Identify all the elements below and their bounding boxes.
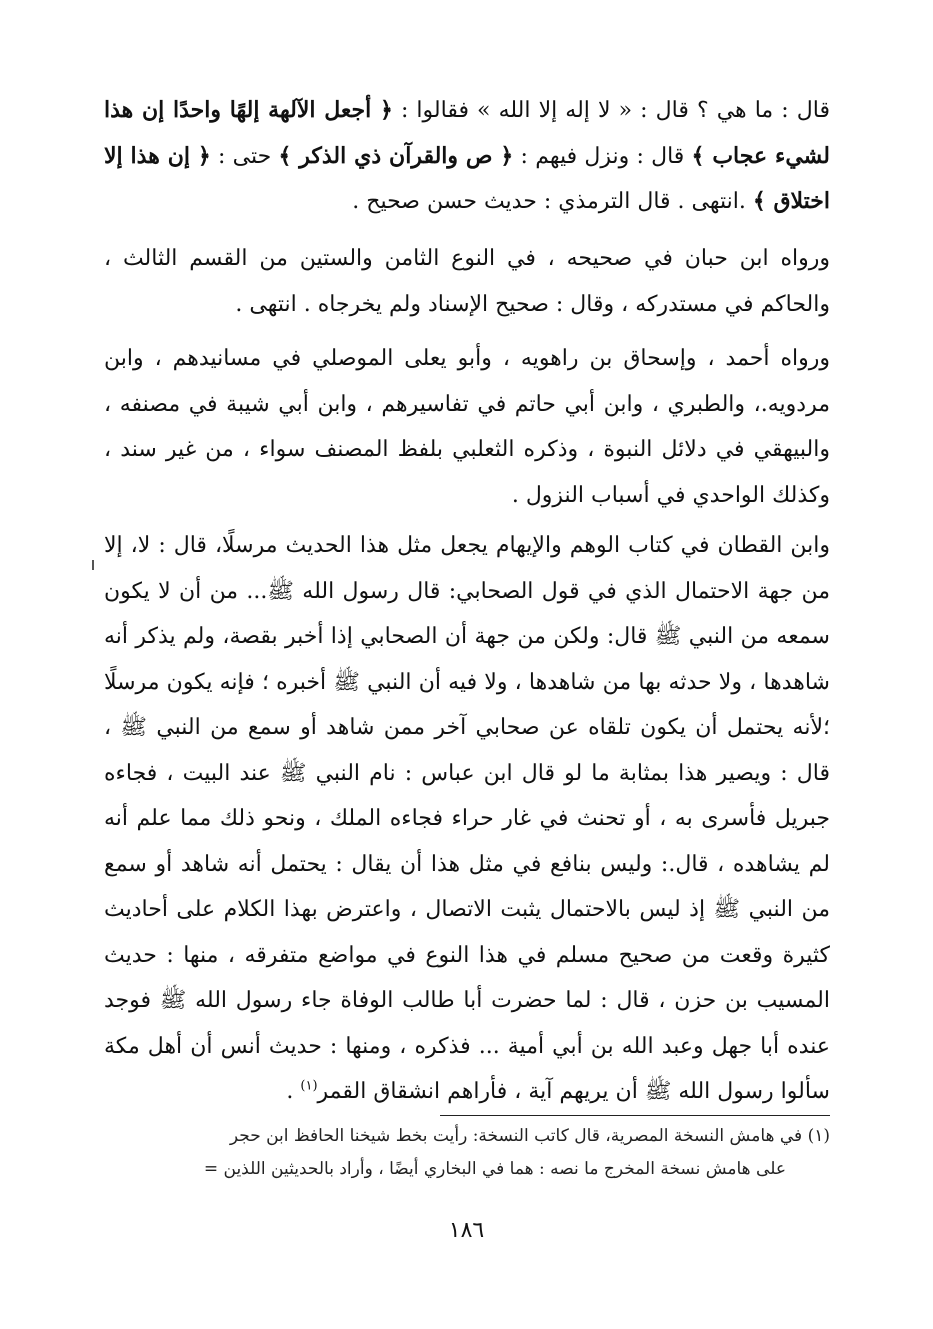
margin-mark	[92, 560, 94, 570]
page-number: ١٨٦	[448, 1218, 485, 1243]
paragraph-3	[104, 336, 830, 518]
p1-run-5: حتى :	[210, 143, 279, 169]
footnote-divider	[440, 1115, 830, 1116]
footnote-ref: (١)	[300, 1078, 318, 1094]
footnote-line-2: على هامش نسخة المخرج ما نصه : هما في البخاري أيضًا ، وأراد بالحديثين اللذين =	[203, 1159, 786, 1179]
paragraph-2	[104, 236, 830, 327]
p1-verse-3: ﴿ إن هذا إلا اختلاق ﴾	[104, 142, 830, 214]
p4-run-1: وابن القطان في كتاب الوهم والإيهام يجعل مثل هذا الحديث مرسلًا، قال : لا، إلا من جهة الاحتمال الذي في قول الصحابي: قال رسول الله ﷺ... من أن لا يكون سمعه من النبي ﷺ قال: ولكن من جهة أن الصحابي إذا أخبر بقصة، ولم يذكر أنه شاهدها ، ولا حدثه بها من شاهدها ، ولا فيه أن النبي ﷺ أخبره ؛ فإنه يكون مرسلًا ؛لأنه يحتمل أن يكون تلقاه عن صحابي آخر ممن شاهد أو سمع من النبي ﷺ ، قال : ويصير هذا بمثابة ما لو قال ابن عباس : نام النبي ﷺ عند البيت ، فجاءه جبريل فأسرى به ، أو تحنث في غار حراء فجاءه الملك ، ونحو ذلك مما علم أنه لم يشاهده ، قال.: وليس بنافع في مثل هذا أن يقال : يحتمل أنه شاهد أو سمع من النبي ﷺ إذ ليس بالاحتمال يثبت الاتصال ، واعترض بهذا الكلام على أحاديث كثيرة وقعت من صحيح مسلم في هذا النوع في مواضع متفرقه ، منها : حديث المسيب بن حزن ، قال : لما حضرت أبا طالب الوفاة جاء رسول الله ﷺ فوجد عنده أبا جهل وعبد الله بن أبي أمية ... فذكره ، ومنها : حديث أنس أن أهل مكة سألوا رسول الله ﷺ أن يريهم آية ، فأراهم انشقاق القمر	[104, 533, 830, 1104]
p1-verse-1: ﴿ أجعل الآلهة إلهًا واحدًا إن هذا لشيء عجاب ﴾	[104, 97, 830, 169]
p1-run-3: قال : ونزل فيهم :	[513, 143, 692, 169]
paragraph-4	[104, 523, 830, 1115]
footnote-line-1: (١) في هامش النسخة المصرية، قال كاتب النسخة: رأيت بخط شيخنا الحافظ ابن حجر	[229, 1126, 830, 1146]
p1-run-1: قال : ما هي ؟ قال : « لا إله إلا الله » فقالوا :	[392, 98, 830, 123]
p3-run-1: ورواه أحمد ، وإسحاق بن راهويه ، وأبو يعلى الموصلي في مسانيدهم ، وابن مردويه.، والطبري ، وابن أبي حاتم في تفاسيرهم ، وابن أبي شيبة في مصنفه ، والبيهقي في دلائل النبوة ، وذكره الثعلبي بلفظ المصنف سواء ، من غير سند ، وكذلك الواحدي في أسباب النزول .	[104, 346, 830, 508]
p4-run-3: .	[286, 1079, 301, 1104]
paragraph-1	[104, 88, 830, 225]
p1-verse-2: ﴿ ص والقرآن ذي الذكر ﴾	[278, 142, 514, 169]
p1-run-7: .انتهى . قال الترمذي : حديث حسن صحيح .	[352, 189, 753, 214]
p2-run-1: ورواه ابن حبان في صحيحه ، في النوع الثامن والستين من القسم الثالث ، والحاكم في مستدركه ، وقال : صحيح الإسناد ولم يخرجاه . انتهى .	[104, 246, 830, 317]
footnote	[104, 1120, 830, 1186]
